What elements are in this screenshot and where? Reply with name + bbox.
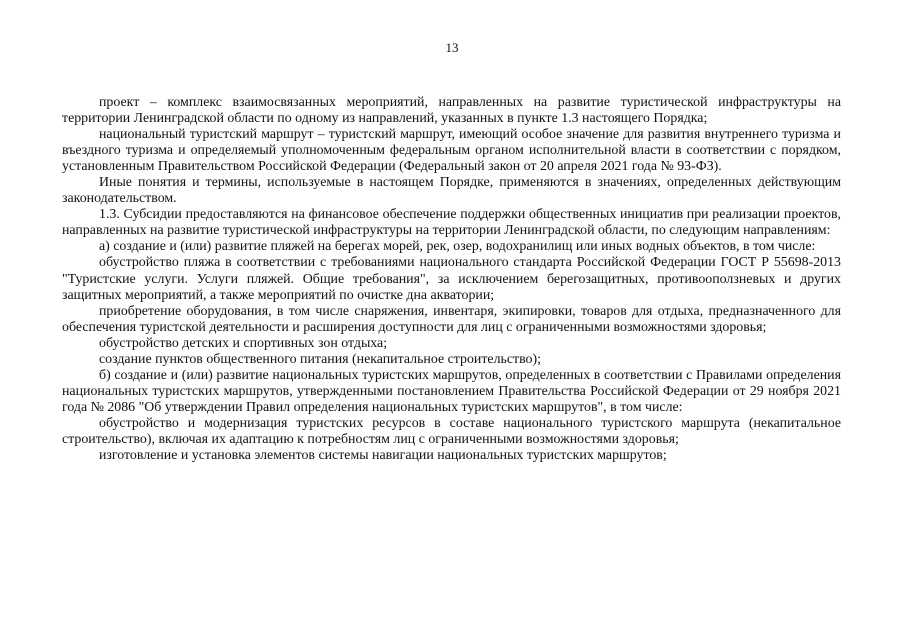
paragraph-item-a: а) создание и (или) развитие пляжей на берегах морей, рек, озер, водохранилищ или иных водных объектов, в том числе: [99, 239, 816, 255]
document-body [62, 95, 841, 464]
paragraph-catering-points: создание пунктов общественного питания (некапитальное строительство); [99, 351, 541, 367]
paragraph-resource-modernization: обустройство и модернизация туристских ресурсов в составе национального туристского маршрута (некапитальное строительство), включая их адаптацию к потребностям лиц с ограниченными возможностями здоровья; [62, 415, 841, 447]
paragraph-sport-zones: обустройство детских и спортивных зон отдыха; [99, 335, 388, 351]
paragraph-national-route-definition: национальный туристский маршрут – туристский маршрут, имеющий особое значение для развития внутреннего туризма и въездного туризма и определяемый уполномоченным федеральным органом исполнительной власти в соответствии с порядком, установленным Правительством Российской Федерации (Федеральный закон от 20 апреля 2021 года № 93-ФЗ). [62, 127, 841, 175]
paragraph-project-definition: проект – комплекс взаимосвязанных мероприятий, направленных на развитие туристической инфраструктуры на территории Ленинградской области по одному из направлений, указанных в пункте 1.3 настоящего Порядка; [62, 95, 841, 127]
paragraph-item-b: б) создание и (или) развитие национальных туристских маршрутов, определенных в соответствии с Правилами определения национальных туристских маршрутов, утвержденными постановлением Правительства Российской Федерации от 29 ноября 2021 года № 2086 "Об утверждении Правил определения национальных туристских маршрутов", в том числе: [62, 367, 841, 415]
paragraph-equipment-purchase: приобретение оборудования, в том числе снаряжения, инвентаря, экипировки, товаров для отдыха, предназначенного для обеспечения туристской деятельности и расширения доступности для лиц с ограниченными возможностями здоровья; [62, 303, 841, 335]
paragraph-clause-1-3: 1.3. Субсидии предоставляются на финансовое обеспечение поддержки общественных инициатив при реализации проектов, направленных на развитие туристической инфраструктуры на территории Ленинградской области, по следующим направлениям: [62, 207, 841, 239]
page-number: 13 [445, 40, 459, 55]
paragraph-beach-arrangement: обустройство пляжа в соответствии с требованиями национального стандарта Российской Федерации ГОСТ Р 55698-2013 "Туристские услуги. Услуги пляжей. Общие требования", за исключением берегозащитных, противооползневых и других защитных мероприятий, а также мероприятий по очистке дна акватории; [62, 255, 841, 303]
paragraph-navigation-elements: изготовление и установка элементов системы навигации национальных туристских маршрутов; [99, 448, 667, 464]
paragraph-other-terms: Иные понятия и термины, используемые в настоящем Порядке, применяются в значениях, определенных действующим законодательством. [62, 175, 841, 207]
